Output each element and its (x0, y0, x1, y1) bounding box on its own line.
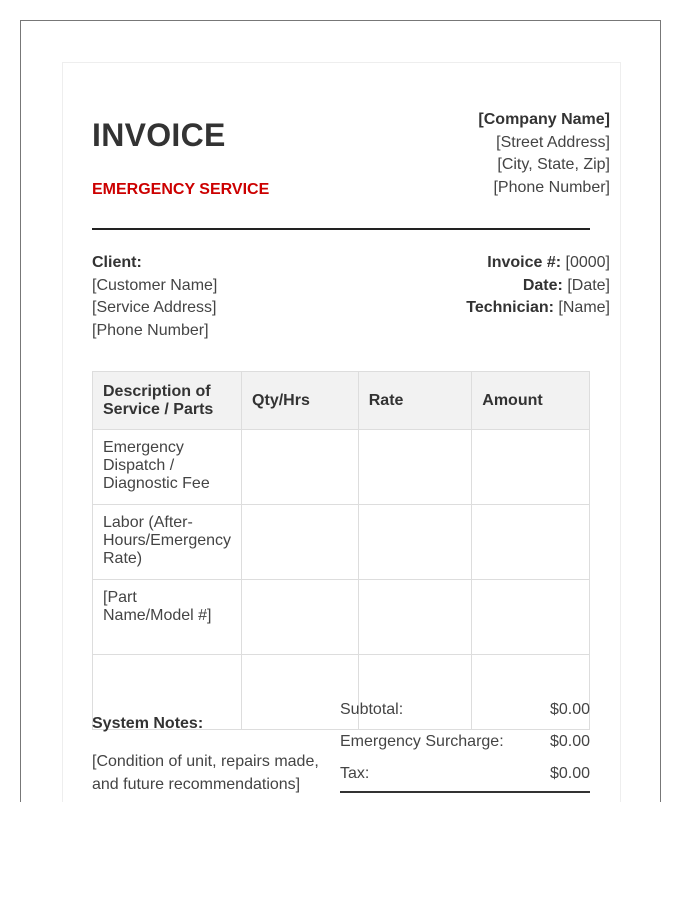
company-name: [Company Name] (478, 111, 610, 128)
subtotal-value: $0.00 (549, 701, 590, 718)
invoice-date (466, 275, 610, 298)
tax-label: Tax: (340, 765, 370, 782)
totals-section (340, 699, 590, 793)
column-header-amount: Amount (472, 372, 590, 430)
cell-description: [Part Name/Model #] (93, 580, 242, 655)
cell-amount (472, 430, 590, 505)
table-row (93, 430, 590, 505)
column-header-rate: Rate (358, 372, 472, 430)
technician-value: [Name] (558, 299, 610, 316)
client-address: [Service Address] (92, 299, 217, 316)
invoice-technician (466, 297, 610, 320)
client-label: Client: (92, 254, 142, 271)
cell-qty (242, 580, 359, 655)
cell-rate (358, 580, 472, 655)
subtotal-row (340, 699, 590, 731)
document-frame (20, 20, 661, 802)
system-notes (92, 715, 327, 796)
table-header-row (93, 372, 590, 430)
invoice-title: INVOICE (92, 117, 226, 153)
cell-description: Emergency Dispatch / Diagnostic Fee (93, 430, 242, 505)
column-header-description: Description of Service / Parts (93, 372, 242, 430)
cell-qty (242, 505, 359, 580)
surcharge-label: Emergency Surcharge: (340, 733, 504, 750)
notes-text: [Condition of unit, repairs made, and future recommendations] (92, 753, 319, 793)
company-city: [City, State, Zip] (497, 156, 610, 173)
company-phone: [Phone Number] (493, 178, 610, 196)
invoice-date-label: Date: (522, 276, 563, 294)
technician-label: Technician: (466, 299, 554, 316)
client-phone: [Phone Number] (92, 321, 209, 339)
surcharge-value: $0.00 (549, 733, 590, 750)
client-info (92, 252, 217, 342)
tax-value: $0.00 (549, 765, 590, 782)
cell-rate (358, 505, 472, 580)
invoice-subtitle: EMERGENCY SERVICE (92, 181, 270, 198)
column-header-qty: Qty/Hrs (242, 372, 359, 430)
cell-amount (472, 580, 590, 655)
subtotal-label: Subtotal: (340, 701, 404, 718)
company-info (478, 109, 610, 199)
invoice-number-value: [0000] (565, 254, 610, 271)
invoice-meta (466, 252, 610, 320)
line-items-table (92, 371, 590, 730)
table-row (93, 580, 590, 655)
company-street: [Street Address] (496, 133, 610, 151)
client-name: [Customer Name] (92, 276, 218, 294)
table-row (93, 505, 590, 580)
invoice-number (466, 252, 610, 275)
cell-rate (358, 430, 472, 505)
invoice-number-label: Invoice #: (487, 254, 562, 271)
cell-amount (472, 505, 590, 580)
invoice-date-value: [Date] (567, 276, 610, 294)
cell-qty (242, 430, 359, 505)
cell-description: Labor (After-Hours/Emergency Rate) (93, 505, 242, 580)
header-divider (92, 228, 590, 230)
surcharge-row (340, 731, 590, 763)
notes-label: System Notes: (92, 715, 204, 732)
